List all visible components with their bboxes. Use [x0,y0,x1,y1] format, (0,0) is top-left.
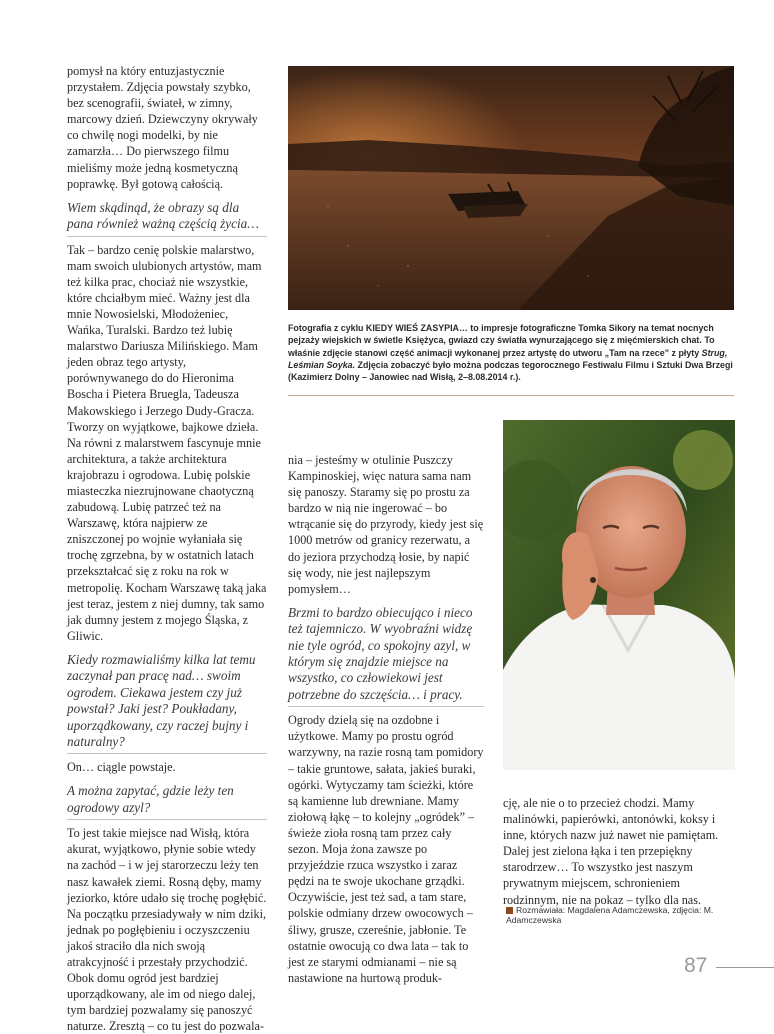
paragraph: Oczywiście, jest też sad, a tam stare, polskie odmiany drzew owocowych – śliwy, grusze, czereśnie, jabłonie. Te ostatnie owocują co dwa lata – tak to jest ze starymi odmianami – nie są nastawione na hurtową produk- [288,890,473,985]
page-number-rule [716,967,774,968]
page-number: 87 [684,954,708,977]
paragraph: Ogrody dzielą się na ozdobne i użytkowe. Mamy po prostu ogród warzywny, na razie rosną tam pomidory – takie gruntowe, sałata, jakieś buraki, ogórki. Wytyczamy tam ścieżki, które są kamienne lub drewniane. Mamy ziołową łąkę – to kolejny „ogródek” – świeże zioła rosną tam przez cały sezon. Moja żona zawsze po przyjeździe rzuca wszystko i zaraz pędzi na te swoje ukochane grządki. [288,713,484,889]
night-river-photo [288,66,734,310]
paragraph: On… ciągle powstaje. [67,760,176,775]
interview-question: Wiem skądinąd, że obrazy są dla pana również ważną częścią życia… [67,200,267,237]
paragraph: nia – jesteśmy w otulinie Puszczy Kampinoskiej, więc natura sama nam się panoszy. Staramy się po prostu za bardzo w nią nie ingerować – bo wtrącanie się do przyrody, kiedy jest się 1000 metrów od granicy rezerwatu, a do jeziora przychodzą łosie, by napić się wody, nie jest najlepszym pomysłem… [288,453,484,596]
square-bullet-icon [506,907,513,914]
text-column-1 [67,63,267,1034]
author-credit [506,905,738,925]
paragraph: Tak – bardzo cenię polskie malarstwo, mam swoich ulubionych artystów, mam też kilka prac, chociaż nie wszystkie, które chciałbym mieć. Ważny jest dla mnie Nowosielski, Młodożeniec, Wańka, Turalski. Bardzo też lubię malarstwo Dariusza Milińskiego. Mam jeden obraz tego artysty, porównywanego do do Hieronima Boscha i Pietera Bruegla, Tadeusza Makowskiego i Jerzego Dudy-Gracza. Tworzy on wyjątkowe, bajkowe dzieła. [67,242,262,434]
paragraph: Na równi z malarstwem fascynuje mnie architektura, a także architektura krajobrazu i ogrodowa. Lubię polskie miasteczka niezrujnowane chaotyczną zabudową. Lubię patrzeć też na Warszawę, która najpierw ze zniszczonej po wojnie wyłaniała się trochę zgrzebna, by w ostatnich latach przekształcać się z roku na rok w metropolię. Kocham Warszawę taką jaka jest teraz, jestem z niej dumny, tak samo jak dumny jestem z mojego Śląska, z Gliwic. [67,435,267,643]
photo-caption [288,322,734,383]
paragraph: cję, ale nie o to przecież chodzi. Mamy malinówki, papierówki, antonówki, koksy i inne, których nazw już nawet nie pamiętam. Dalej jest zielona łąka i ten przepiękny starodrzew… To wszystko jest naszym prywatnym miejscem, schronieniem rodzinnym, nie na pokaz – tylko dla nas. [503,796,719,907]
paragraph: To jest takie miejsce nad Wisłą, która akurat, wyjątkowo, płynie sobie wtedy na zachód – i w jej starorzeczu leży ten nasz kawałek ziemi. Rosną dęby, mamy jeziorko, które udało się trochę pogłębić. Na początku przesiadywały w nim dziki, jednak po pogłębieniu i oczyszczeniu jakoś straciło dla nich swoją atrakcyjność i przestały przychodzić. Obok domu ogród jest bardziej uporządkowany, ale im od niego dalej, tym bardziej pozwalamy się panoszyć naturze. Zresztą – co tu jest do pozwala- [67,826,267,1034]
text-column-2 [288,452,484,986]
caption-divider [288,395,734,396]
interview-question: Kiedy rozmawialiśmy kilka lat temu zaczynał pan pracę nad… swoim ogrodem. Ciekawa jestem czy już powstał? Jaki jest? Poukładany, uporządkowany, czy raczej bujny i naturalny? [67,652,267,754]
credit-text: Rozmawiała: Magdalena Adamczewska, zdjęcia: M. Adamczewska [506,905,714,925]
caption-text: Fotografia z cyklu KIEDY WIEŚ ZASYPIA… to impresje fotograficzne Tomka Sikory na temat nocnych pejzaży wiejskich w świetle Księżyca, gwiazd czy światła wynurzającego się z mięćmierskich chat. To właśnie zdjęcie stanowi część animacji wykonanej przez artystę do utworu „Tam na rzece” z płyty [288,323,715,358]
caption-album: Strug, Leśmian Soyka. [288,347,728,370]
paragraph: pomysł na który entuzjastycznie przystałem. Zdjęcia powstały szybko, bez scenografii, świateł, w zimny, marcowy dzień. Dziewczyny okrywały co chwilę nogi modelki, by nie zamarzła… Do pierwszego filmu mieliśmy może jedną kosmetyczną poprawkę. Był gotową całością. [67,64,258,191]
caption-text-end: Zdjęcia zobaczyć było można podczas tegorocznego Festiwalu Filmu i Sztuki Dwa Brzegi (Kazimierz Dolny – Janowiec nad Wisłą, 2–8.08.2014 r.). [288,359,733,383]
interview-question: Brzmi to bardzo obiecująco i nieco też tajemniczo. W wyobraźni widzę nie tyle ogród, co spokojny azyl, w którym się znajdzie miejsce na wszystko, co człowiekowi jest potrzebne do szczęścia… i pracy. [288,605,484,707]
portrait-photo [503,420,735,770]
interview-question: A można zapytać, gdzie leży ten ogrodowy azyl? [67,783,267,820]
text-column-3 [503,795,735,908]
